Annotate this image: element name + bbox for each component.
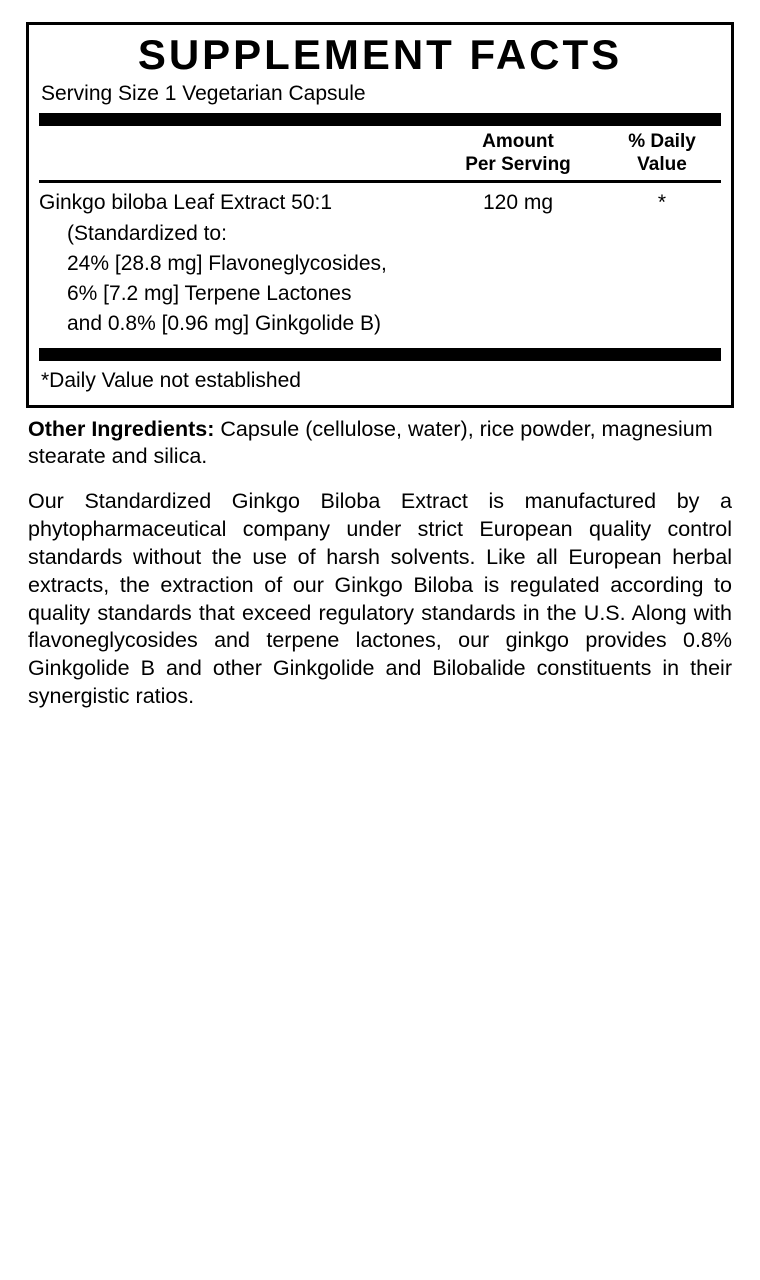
amount-per-serving-header bbox=[433, 131, 603, 176]
nutrient-sub-line: and 0.8% [0.96 mg] Ginkgolide B) bbox=[67, 311, 382, 335]
daily-value-header bbox=[603, 131, 721, 176]
amount-header-line1: Amount bbox=[482, 131, 554, 153]
column-headers bbox=[39, 126, 721, 180]
nutrient-sub-lines bbox=[39, 219, 721, 338]
product-description: Our Standardized Ginkgo Biloba Extract is manufactured by a phytopharmaceutical company under strict European quality control standards without the use of harsh solvents. Like all European herbal extracts, the extraction of our Ginkgo Biloba is regulated according to quality standards that exceed regulatory standards in the U.S. Along with flavoneglycosides and terpene lactones, our ginkgo provides 0.8% Ginkgolide B and other Ginkgolide and Bilobalide constituents in their synergistic ratios. bbox=[28, 488, 732, 709]
nutrient-row bbox=[39, 183, 721, 217]
other-ingredients-text: Capsule (cellulose, water), rice powder, magnesium stearate and silica. bbox=[28, 416, 713, 468]
nutrient-name: Ginkgo biloba Leaf Extract 50:1 bbox=[39, 191, 333, 215]
nutrient-sub-line: (Standardized to: bbox=[67, 222, 227, 246]
amount-header-line2: Per Serving bbox=[465, 153, 571, 175]
nutrient-amount: 120 mg bbox=[482, 191, 554, 215]
other-ingredients-label: Other Ingredients: bbox=[28, 416, 215, 441]
supplement-facts-panel bbox=[26, 22, 734, 408]
dv-header-line1: % Daily bbox=[628, 131, 696, 153]
nutrient-sub-line: 6% [7.2 mg] Terpene Lactones bbox=[67, 281, 352, 305]
panel-title: SUPPLEMENT FACTS bbox=[137, 31, 623, 78]
rule-thick-top bbox=[39, 113, 721, 126]
serving-size: Serving Size 1 Vegetarian Capsule bbox=[41, 82, 366, 106]
rule-thick-bottom bbox=[39, 348, 721, 361]
nutrient-sub-line: 24% [28.8 mg] Flavoneglycosides, bbox=[67, 251, 387, 275]
daily-value-footnote: *Daily Value not established bbox=[41, 369, 301, 393]
dv-header-line2: Value bbox=[637, 153, 687, 175]
nutrient-daily-value: * bbox=[657, 191, 667, 215]
other-ingredients bbox=[28, 416, 732, 470]
spacer bbox=[39, 338, 721, 348]
